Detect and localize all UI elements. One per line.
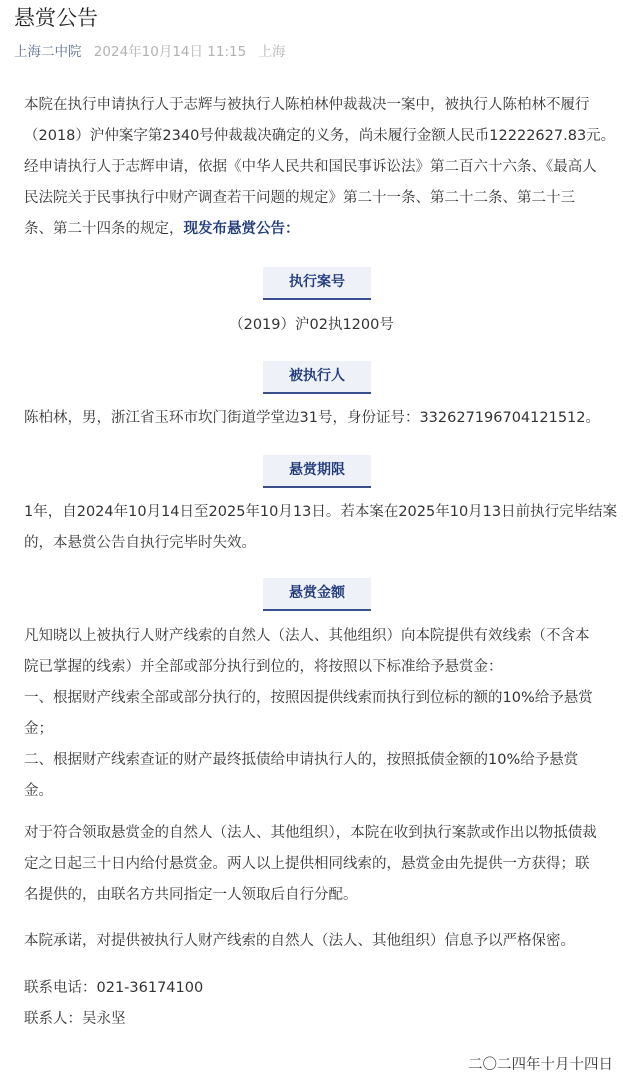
period-line-2: 的，本悬赏公告自执行完毕时失效。 (24, 535, 256, 551)
section-heading-amount: 悬赏金额 (263, 578, 371, 611)
contact-person: 联系人：吴永坚 (24, 1011, 126, 1027)
confidentiality-line: 本院承诺，对提供被执行人财产线索的自然人（法人、其他组织）信息予以严格保密。 (24, 933, 575, 949)
respondent-line: 陈柏林，男，浙江省玉环市坎门街道学堂边31号，身份证号：332627196704121512。 (24, 410, 601, 426)
signoff-date: 二〇二四年十月十四日 (468, 1057, 613, 1073)
announcement-emphasis: 现发布悬赏公告： (183, 221, 300, 237)
confidentiality-paragraph (24, 926, 614, 957)
contact-block (24, 973, 614, 1035)
intro-line-5-text: 条、第二十四条的规定， (24, 221, 184, 237)
amount-paragraph (24, 621, 614, 807)
publish-location: 上海 (258, 44, 286, 60)
respondent-paragraph (24, 403, 614, 434)
article-meta (14, 42, 286, 62)
intro-line-5 (24, 214, 614, 245)
amount-line-2: 院已掌握的线索）并全部或部分执行到位的，将按照以下标准给予悬赏金： (24, 659, 503, 675)
period-line-1: 1年，自2024年10月14日至2025年10月13日。若本案在2025年10月13日前执行完毕结案 (24, 504, 618, 520)
intro-line-2: （2018）沪仲案字第2340号仲裁裁决确定的义务，尚未履行金额人民币12222627.83元。 (24, 128, 616, 144)
case-number-value: （2019）沪02执1200号 (229, 317, 394, 333)
intro-paragraph (24, 90, 614, 245)
account-name-link[interactable]: 上海二中院 (14, 44, 82, 60)
publish-date: 2024年10月14日 11:15 (93, 44, 247, 60)
intro-line-4: 民法院关于民事执行中财产调查若干问题的规定》第二十一条、第二十二条、第二十三 (24, 190, 575, 206)
amount-line-5: 二、根据财产线索查证的财产最终抵债给申请执行人的，按照抵债金额的10%给予悬赏 (24, 752, 579, 768)
section-heading-period: 悬赏期限 (263, 455, 371, 488)
intro-line-3: 经申请执行人于志辉申请，依据《中华人民共和国民事诉讼法》第二百六十六条、《最高人 (24, 159, 597, 175)
amount-line-3: 一、根据财产线索全部或部分执行的，按照因提供线索而执行到位标的额的10%给予悬赏 (24, 690, 593, 706)
amount-line-1: 凡知晓以上被执行人财产线索的自然人（法人、其他组织）向本院提供有效线索（不含本 (24, 628, 590, 644)
payment-paragraph (24, 818, 614, 911)
amount-line-6: 金。 (24, 783, 53, 799)
payment-line-1: 对于符合领取悬赏金的自然人（法人、其他组织），本院在收到执行案款或作出以物抵债裁 (24, 825, 597, 841)
section-heading-respondent: 被执行人 (263, 361, 371, 394)
amount-line-4: 金； (24, 721, 53, 737)
intro-line-1: 本院在执行申请执行人于志辉与被执行人陈柏林仲裁裁决一案中，被执行人陈柏林不履行 (24, 97, 590, 113)
payment-line-2: 定之日起三十日内给付悬赏金。两人以上提供相同线索的，悬赏金由先提供一方获得；联 (24, 856, 590, 872)
payment-line-3: 名提供的，由联名方共同指定一人领取后自行分配。 (24, 887, 358, 903)
section-heading-case-number: 执行案号 (263, 267, 371, 300)
contact-phone: 联系电话：021-36174100 (24, 980, 204, 996)
article-title: 悬赏公告 (14, 6, 98, 30)
period-paragraph (24, 497, 618, 559)
